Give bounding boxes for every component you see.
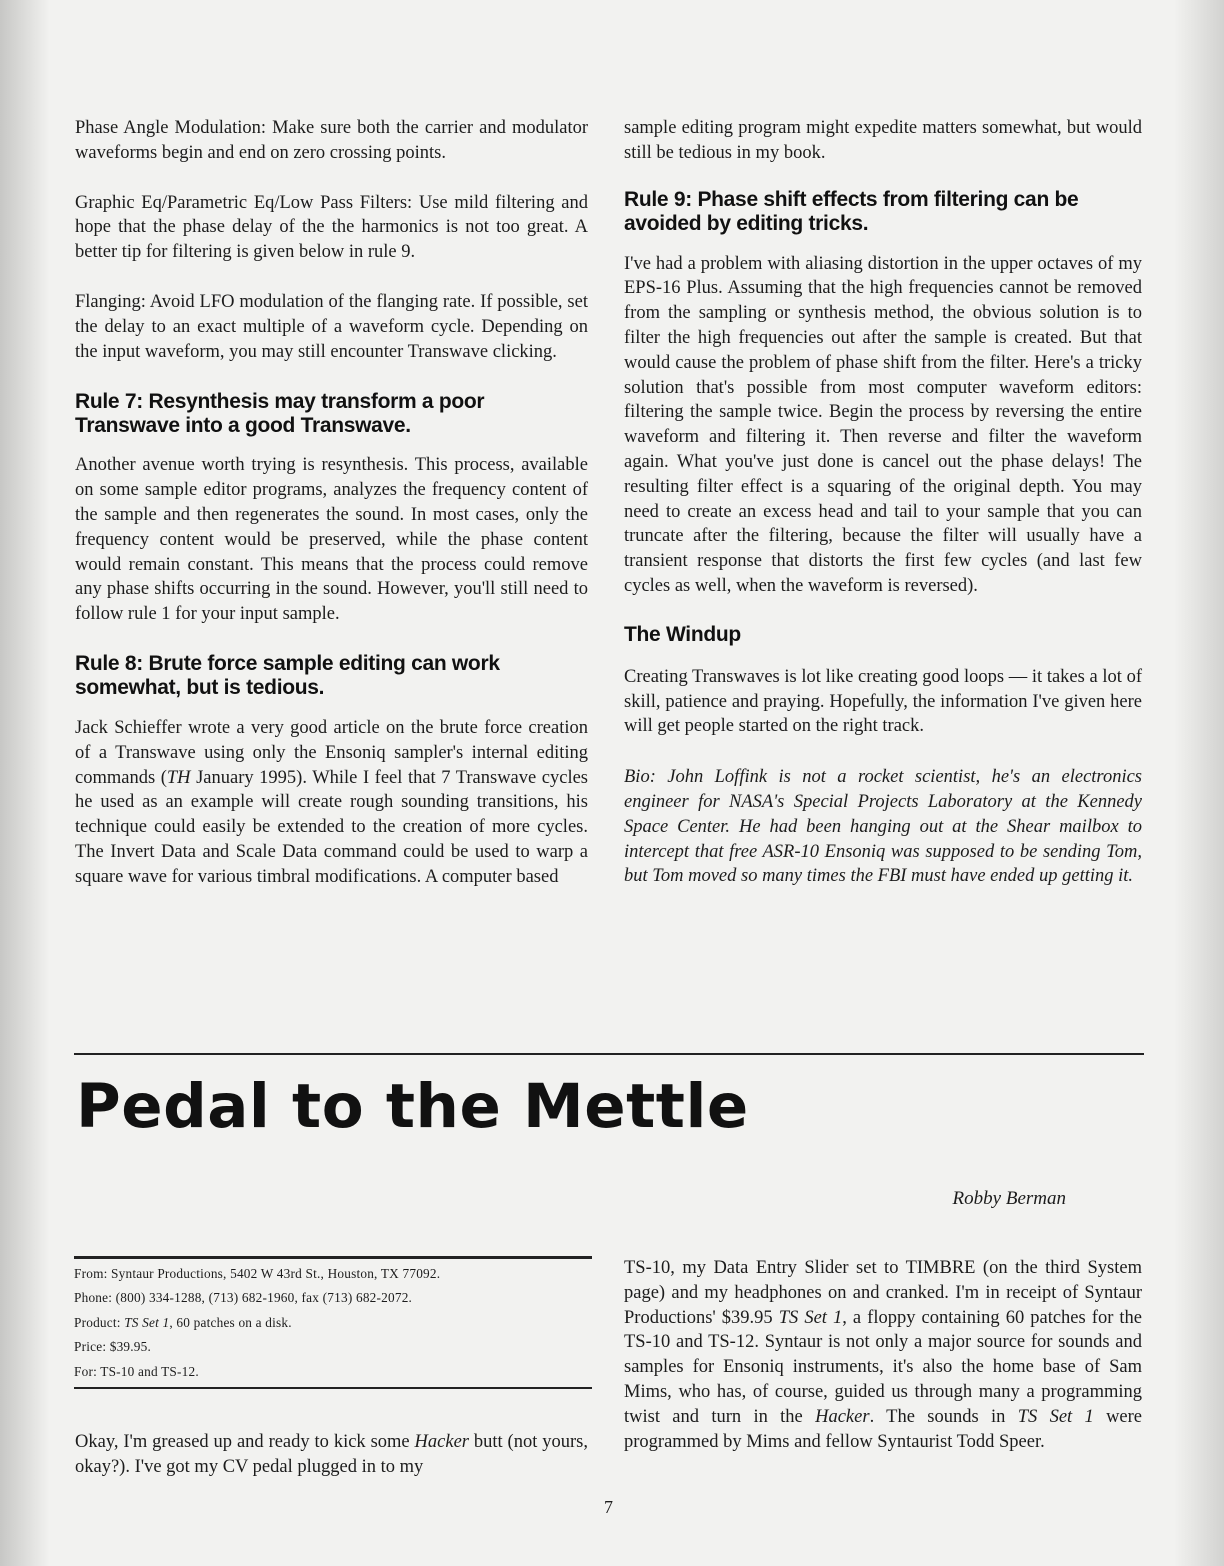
info-from: From: Syntaur Productions, 5402 W 43rd St., Houston, TX 77092. — [74, 1266, 441, 1281]
rule8-body-text-cont: January 1995). While I feel that 7 Transwave cycles he used as an example will create rough sounding transitions, his technique could easily be extended to the creation of more cycles. The Invert Data and Scale Data command could be used to warp a square wave for various timbral modifications. A computer based — [75, 767, 589, 887]
info-product-rest: , 60 patches on a disk. — [169, 1314, 292, 1330]
rule9-body: I've had a problem with aliasing distortion in the upper octaves of my EPS-16 Plus. Assuming that the high frequencies cannot be removed from the sampling or synthesis method, the obvious solution is to filter the high frequencies out after the sample is created. But that would cause the problem of phase shift from the filter. Here's a tricky solution that's possible from most computer waveform editors: filtering the sample twice. Begin the process by reversing the entire waveform and filtering it. Then reverse and filter the waveform again. What you've just done is cancel out the phase delays! The resulting filter effect is a squaring of the original depth. You may need to create an excess head and tail to your sample that you can truncate after the filtering, because the filter will usually have a transient response that distorts the first few cycles (and last few cycles as well, when the waveform is reversed). — [624, 253, 1142, 596]
info-product-name: TS Set 1 — [124, 1314, 170, 1330]
right-text-c: . The sounds in — [869, 1406, 1018, 1427]
article-intro-left — [75, 1430, 588, 1480]
left-column — [75, 116, 588, 890]
article-author: Robby Berman — [952, 1188, 1066, 1209]
windup-body: Creating Transwaves is lot like creating good loops — it takes a lot of skill, patience and praying. Hopefully, the information I've given here will get people started on the right track. — [624, 666, 1142, 737]
hacker-italic-2: Hacker — [815, 1406, 870, 1427]
article-right-column — [624, 1256, 1142, 1454]
infobox-bottom-rule — [74, 1387, 592, 1389]
article-intro-right — [624, 1256, 1142, 1454]
right-text-b: , a floppy containing 60 patches for the TS-10 and TS-12. Syntaur is not only a major source for sounds and samples for Ensoniq instruments, it's also the home base of Sam Mims, who has, of course, guided us through many a programming twist and turn in the — [624, 1307, 1143, 1427]
sample-editing-paragraph: sample editing program might expedite matters somewhat, but would still be tedious in my book. — [624, 118, 1142, 163]
author-bio: Bio: John Loffink is not a rocket scientist, he's an electronics engineer for NASA's Special Projects Laboratory at the Kennedy Space Center. He had been hanging out at the Shear mailbox to intercept that free ASR-10 Ensoniq was supposed to be sending Tom, but Tom moved so many times the FBI must have ended up getting it. — [624, 767, 1142, 887]
intro-text-cont: butt (not yours, okay?). I've got my CV pedal plugged in to my — [75, 1432, 588, 1477]
info-price: Price: $39.95. — [74, 1339, 152, 1355]
rule8-heading: Rule 8: Brute force sample editing can work somewhat, but is tedious. — [75, 651, 500, 699]
filters-paragraph: Graphic Eq/Parametric Eq/Low Pass Filters: Use mild filtering and hope that the phase delay of the the harmonics is not too great. A better tip for filtering is given below in rule 9. — [75, 192, 588, 263]
ts-set-italic-2: TS Set 1 — [1017, 1406, 1094, 1427]
right-text-a: TS-10, my Data Entry Slider set to TIMBRE (on the third System page) and my headphones on and cranked. I'm in receipt of Syntaur Productions' $39.95 — [624, 1258, 1142, 1328]
rule8-body — [75, 716, 588, 890]
article-left-column — [75, 1430, 588, 1480]
info-product — [74, 1311, 592, 1335]
article-title: Pedal to the Mettle — [76, 1071, 749, 1142]
hacker-italic: Hacker — [414, 1432, 469, 1452]
info-product-label: Product: — [74, 1314, 125, 1330]
article-divider — [74, 1053, 1144, 1055]
windup-heading: The Windup — [624, 622, 741, 646]
right-text-d: were programmed by Mims and fellow Syntaurist Todd Speer. — [624, 1406, 1143, 1452]
rule9-heading: Rule 9: Phase shift effects from filtering can be avoided by editing tricks. — [624, 187, 1079, 235]
page-number: 7 — [604, 1497, 613, 1517]
th-magazine-italic: TH — [166, 767, 191, 788]
rule7-heading: Rule 7: Resynthesis may transform a poor Transwave into a good Transwave. — [75, 390, 485, 438]
page-shadow-left — [0, 0, 50, 1566]
phase-angle-paragraph: Phase Angle Modulation: Make sure both the carrier and modulator waveforms begin and end on zero crossing points. — [75, 118, 588, 163]
ts-set-italic: TS Set 1 — [778, 1307, 843, 1328]
info-for: For: TS-10 and TS-12. — [74, 1363, 199, 1379]
rule7-body: Another avenue worth trying is resynthesis. This process, available on some sample editor programs, analyzes the frequency content of the sample and then regenerates the sound. In most cases, only the frequency content would be preserved, while the phase content would remain constant. This means that the process could remove any phase shifts occurring in the sound. However, you'll still need to follow rule 1 for your input sample. — [75, 455, 588, 625]
page-shadow-right — [1174, 0, 1224, 1566]
flanging-paragraph: Flanging: Avoid LFO modulation of the flanging rate. If possible, set the delay to an exact multiple of a waveform cycle. Depending on the input waveform, you may still encounter Transwave clicking. — [75, 291, 588, 362]
intro-text: Okay, I'm greased up and ready to kick some — [75, 1432, 415, 1452]
info-phone: Phone: (800) 334-1288, (713) 682-1960, fax (713) 682-2072. — [74, 1290, 413, 1306]
right-column — [624, 116, 1142, 889]
rule8-body-text: Jack Schieffer wrote a very good article on the brute force creation of a Transwave using only the Ensoniq sampler's internal editing commands ( — [75, 717, 588, 788]
product-info-box — [74, 1259, 592, 1384]
